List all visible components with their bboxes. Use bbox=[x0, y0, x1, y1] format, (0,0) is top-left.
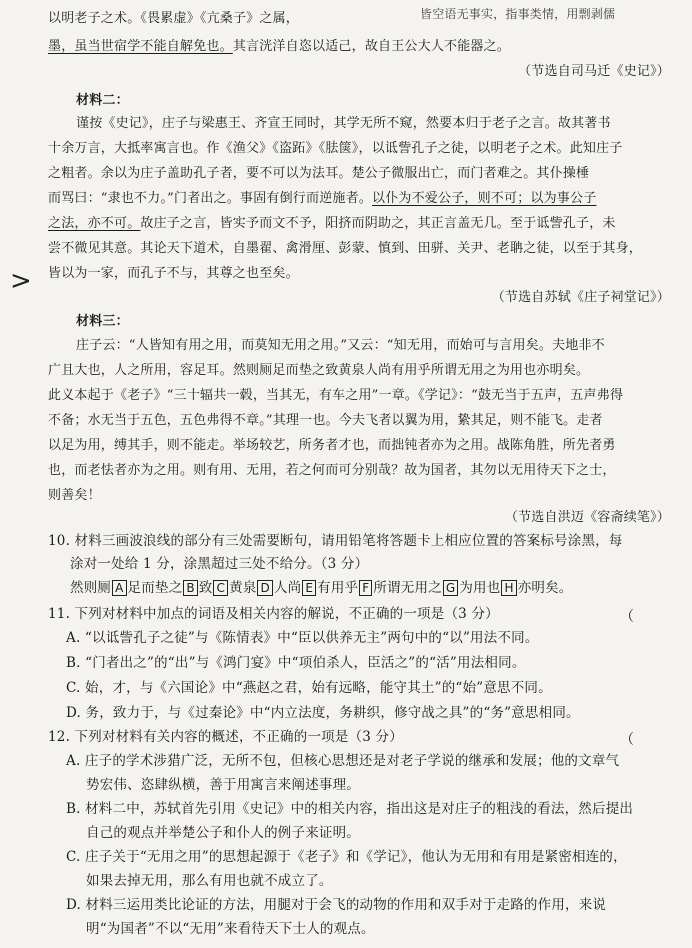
answer-box-c[interactable]: C bbox=[213, 580, 228, 596]
option-d-cont: 明“为国者”不以“无用”来看待天下士人的观点。 bbox=[86, 921, 375, 937]
option-b-cont: 自己的观点并举楚公子和仆人的例子来证明。 bbox=[86, 825, 360, 841]
text: 所谓无用之 bbox=[373, 580, 442, 596]
text: 黄泉 bbox=[229, 580, 257, 596]
chevron-right-icon: > bbox=[10, 266, 32, 296]
answer-box-d[interactable]: D bbox=[257, 580, 272, 596]
section-title: 材料三： bbox=[76, 314, 129, 329]
text-line: 之粗者。余以为庄子盖助孔子者，要不可以为法耳。楚公子微服出亡，而门者难之。其仆操棰 bbox=[48, 166, 590, 181]
text: 而骂曰：“隶也不力。”门者出之。事固有倒行而逆施者。 bbox=[48, 191, 372, 206]
text: 为用也 bbox=[459, 580, 501, 596]
text: 广且大也，人之所用，容足耳。 bbox=[48, 363, 233, 378]
option-c: C. 庄子关于“无用之用”的思想起源于《老子》和《学记》，他认为无用和有用是紧密相连的， bbox=[66, 849, 627, 865]
text-line: 尝不微见其意。其论天下道术，自墨翟、禽滑厘、彭蒙、慎到、田骈、关尹、老聃之徒，以至于其身， bbox=[48, 241, 643, 256]
answer-paren: （ bbox=[620, 732, 634, 748]
underlined-text: 墨，虽当世宿学不能自解免也。 bbox=[48, 39, 233, 54]
text-line: 以足为用，缚其手，则不能走。举场较艺，所务者才也，而拙钝者亦为之用。战陈角胜，所先者勇 bbox=[48, 438, 616, 453]
answer-box-a[interactable]: A bbox=[112, 580, 126, 596]
question-stem: 涂对一处给 1 分，涂黑超过三处不给分。（3 分） bbox=[70, 556, 369, 572]
text: 致 bbox=[198, 580, 213, 596]
answer-options-row bbox=[70, 580, 688, 597]
text-line: 皆空语无事实，指事类情，用剽剥儒 bbox=[420, 7, 616, 21]
question-stem: 11. 下列对材料中加点的词语及相关内容的解说，不正确的一项是（3 分） bbox=[48, 606, 499, 622]
question-stem: 12. 下列对材料有关内容的概述，不正确的一项是（3 分） bbox=[48, 729, 403, 745]
text-line: 庄子云：“人皆知有用之用，而莫知无用之用。”又云：“知无用，而始可与言用矣。夫地非不 bbox=[76, 338, 605, 353]
text: 其言洸洋自恣以适己，故自王公大人不能器之。 bbox=[232, 39, 511, 54]
answer-box-f[interactable]: F bbox=[359, 580, 372, 596]
option-a: A. 庄子的学术涉猎广泛，无所不包，但核心思想还是对老子学说的继承和发展；他的文章气 bbox=[66, 753, 620, 769]
underlined-text: 之法，亦不可。 bbox=[48, 216, 141, 231]
text: 故庄子之言，皆实予而文不予，阳挤而阴助之，其正言盖无几。至于诋訾孔子，未 bbox=[140, 216, 616, 231]
text: 有用乎 bbox=[317, 580, 359, 596]
underlined-text: 以仆为不爱公子，则不可；以为事公子 bbox=[372, 191, 597, 206]
option-b: B. “门者出之”的“出”与《鸿门宴》中“项伯杀人，臣活之”的“活”用法相同。 bbox=[66, 655, 526, 671]
answer-box-e[interactable]: E bbox=[302, 580, 316, 596]
option-a-cont: 势宏伟、恣肆纵横，善于用寓言来阐述事理。 bbox=[86, 777, 360, 793]
answer-box-b[interactable]: B bbox=[183, 580, 197, 596]
text-line: 谨按《史记》，庄子与梁惠王、齐宣王同时，其学无所不窥，然要本归于老子之言。故其著书 bbox=[76, 116, 611, 131]
option-a: A. “以诋訾孔子之徒”与《陈情表》中“臣以供养无主”两句中的“以”用法不同。 bbox=[66, 630, 539, 646]
text-line: 此义本起于《老子》“三十辐共一毂，当其无，有车之用”一章。《学记》：“鼓无当于五声，五声弗得 bbox=[48, 388, 624, 403]
text: 然则厕 bbox=[70, 580, 112, 596]
text-line bbox=[48, 362, 688, 379]
option-d: D. 务，致力于，与《过秦论》中“内立法度，务耕织，修守战之具”的“务”意思相同。 bbox=[66, 705, 580, 721]
text: 亦明矣。 bbox=[517, 580, 573, 596]
text-line: 以明老子之术。《畏累虚》《亢桑子》之属， bbox=[48, 11, 300, 26]
answer-paren: （ bbox=[620, 609, 634, 625]
option-c-cont: 如果去掉无用，那么有用也就不成立了。 bbox=[86, 873, 333, 889]
text-line: 十余万言，大抵率寓言也。作《渔父》《盗跖》《胠箧》，以诋訾孔子之徒，以明老子之术。此知庄子 bbox=[48, 141, 623, 156]
option-c: C. 始，才，与《六国论》中“燕赵之君，始有远略，能守其土”的“始”意思不同。 bbox=[66, 680, 552, 696]
answer-box-g[interactable]: G bbox=[443, 580, 459, 596]
text-line bbox=[48, 190, 688, 207]
source-citation: （节选自苏轼《庄子祠堂记》） bbox=[491, 290, 670, 305]
text-line: 则善矣！ bbox=[48, 488, 101, 503]
section-title: 材料二： bbox=[76, 93, 129, 108]
option-d: D. 材料三运用类比论证的方法，用腿对于会飞的动物的作用和双手对于走路的作用，来说 bbox=[66, 897, 607, 913]
text-line: 也，而老怯者亦为之用。则有用、无用，若之何而可分别哉？故为国者，其勿以无用待天下之士， bbox=[48, 463, 616, 478]
text-line: 皆以为一家，而孔子不与，其尊之也至矣。 bbox=[48, 266, 299, 281]
text-line: 不备；水无当于五色，五色弗得不章。”其理一也。今夫飞者以翼为用，絷其足，则不能飞。走者 bbox=[48, 413, 603, 428]
text: 足而垫之 bbox=[127, 580, 183, 596]
text: 人尚 bbox=[273, 580, 302, 596]
text-line bbox=[48, 38, 688, 55]
source-citation: （节选自洪迈《容斋续笔》） bbox=[504, 510, 670, 525]
answer-box-h[interactable]: H bbox=[501, 580, 516, 596]
option-b: B. 材料二中，苏轼首先引用《史记》中的相关内容，指出这是对庄子的粗浅的看法，然后提出 bbox=[66, 801, 634, 817]
source-citation: （节选自司马迁《史记》） bbox=[518, 64, 670, 79]
question-stem: 10. 材料三画波浪线的部分有三处需要断句，请用铅笔将答题卡上相应位置的答案标号涂黑，每 bbox=[48, 533, 623, 549]
wavy-underlined-text: 然则厕足而垫之致黄泉人尚有用乎所谓无用之为用也亦明矣。 bbox=[232, 363, 590, 378]
text-line bbox=[48, 215, 688, 232]
